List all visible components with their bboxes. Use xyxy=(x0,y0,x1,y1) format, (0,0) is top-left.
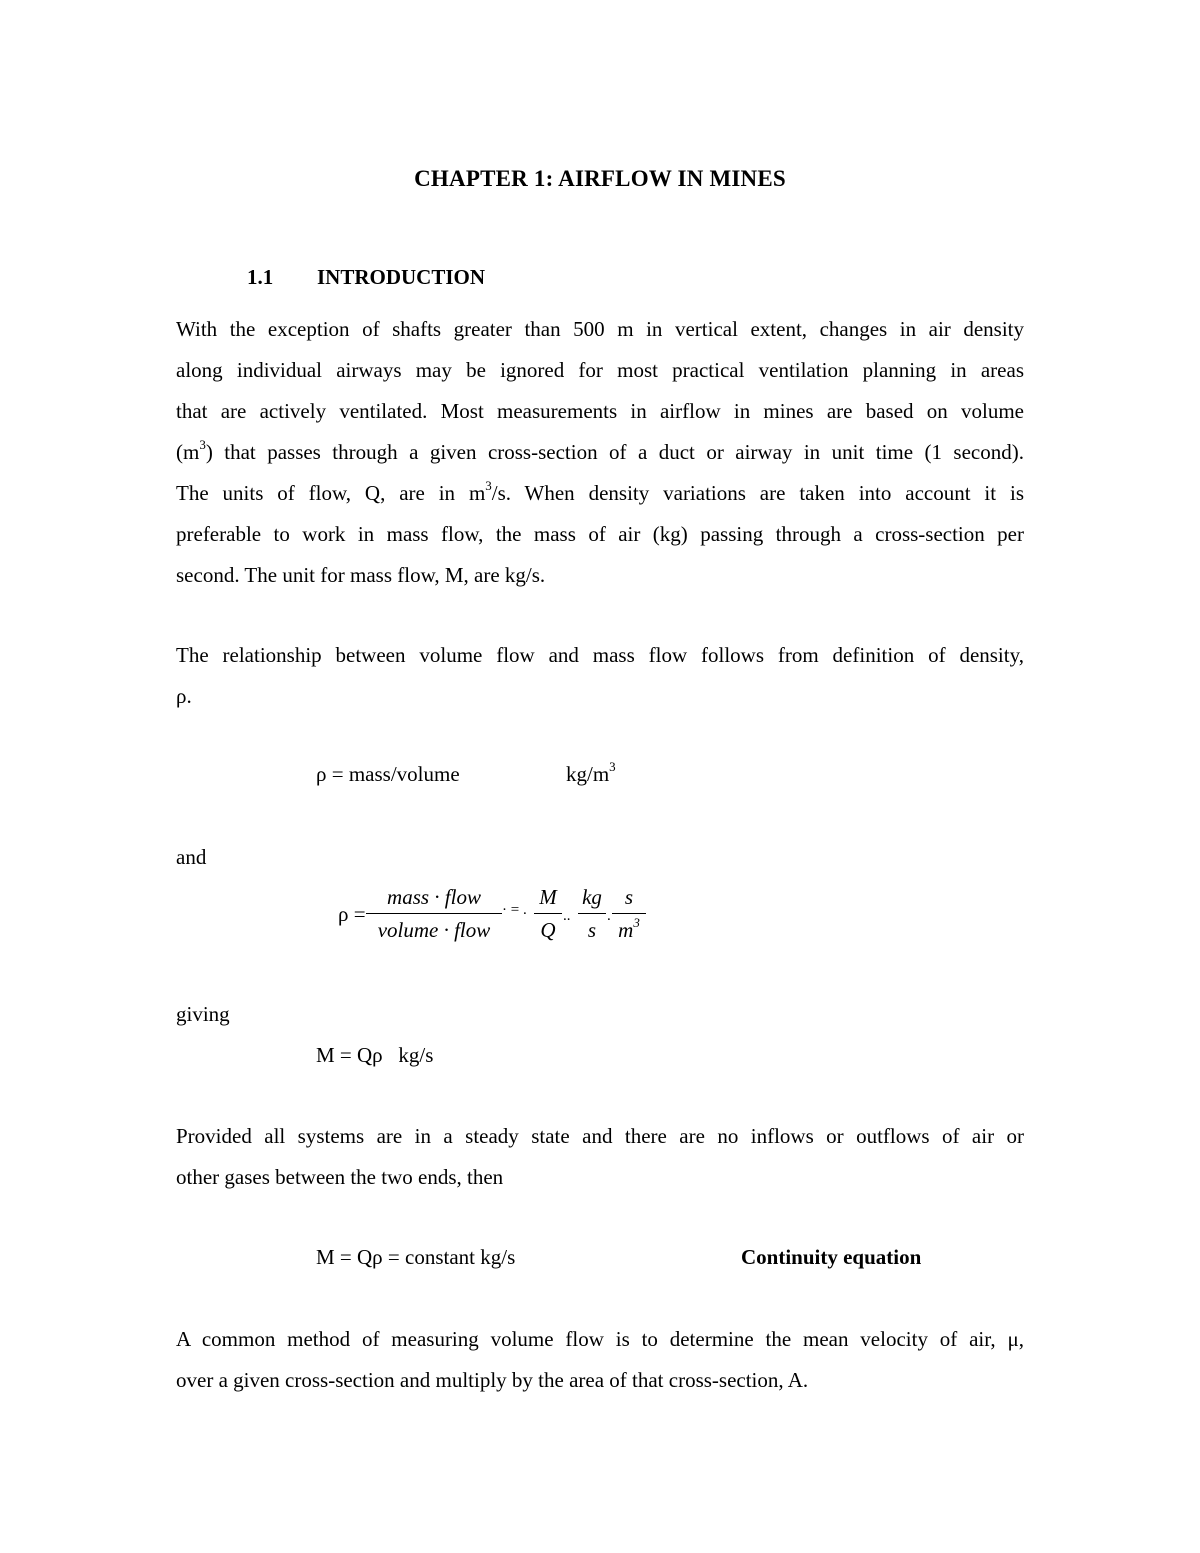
equation-operator: · = . xyxy=(502,902,527,918)
fraction-numerator: kg xyxy=(582,885,602,909)
text-line: over a given cross-section and multiply by the area of that cross-section, A. xyxy=(176,1368,809,1392)
fraction-numerator: s xyxy=(624,885,634,909)
text-line: along individual airways may be ignored for most practical ventilation planning in areas xyxy=(176,358,1024,382)
text-fragment: The units of flow, Q, are in m xyxy=(176,481,486,505)
text-fragment: ) that passes through a given cross-section of a duct or airway in unit time (1 second). xyxy=(205,440,1024,464)
paragraph-steady-state xyxy=(176,1116,1024,1198)
section-number: 1.1 xyxy=(247,265,274,289)
equation-rho-lhs: ρ = xyxy=(338,902,366,926)
fraction-numerator: M xyxy=(539,885,557,909)
equation-operator: .. xyxy=(563,908,571,924)
paragraph-relationship xyxy=(176,635,1024,717)
superscript: 3 xyxy=(485,478,492,493)
superscript: 3 xyxy=(609,759,616,774)
text-line xyxy=(176,432,1024,473)
text-line: ρ. xyxy=(176,684,192,708)
text-line: The relationship between volume flow and mass flow follows from definition of density, xyxy=(176,643,1024,667)
text-fragment: (m xyxy=(176,440,200,464)
equation-continuity: M = Qρ = constant kg/s xyxy=(316,1245,516,1269)
fraction-bar xyxy=(534,913,562,914)
text-line: A common method of measuring volume flow is to determine the mean velocity of air, μ, xyxy=(176,1327,1024,1351)
equation-mass-flow: M = Qρ kg/s xyxy=(316,1043,434,1067)
fraction-bar xyxy=(612,913,646,914)
fraction-denominator: s xyxy=(587,918,597,942)
fraction-denominator: Q xyxy=(540,918,556,942)
text-line xyxy=(176,473,1024,514)
label-giving: giving xyxy=(176,1002,230,1026)
text-line: preferable to work in mass flow, the mass of air (kg) passing through a cross-section per xyxy=(176,522,1024,546)
equation-label-continuity: Continuity equation xyxy=(741,1245,922,1269)
chapter-title: CHAPTER 1: AIRFLOW IN MINES xyxy=(414,166,786,191)
equation-density-unit xyxy=(566,759,616,787)
paragraph-volume-measurement xyxy=(176,1319,1024,1401)
text-line: other gases between the two ends, then xyxy=(176,1165,504,1189)
text-fragment: /s. When density variations are taken into account it is xyxy=(491,481,1024,505)
fraction-denominator xyxy=(612,915,646,943)
fraction-numerator: mass · flow xyxy=(387,885,481,909)
text-line: Provided all systems are in a steady state and there are no inflows or outflows of air or xyxy=(176,1124,1024,1148)
superscript: 3 xyxy=(199,437,206,452)
text-line: second. The unit for mass flow, M, are kg/s. xyxy=(176,563,546,587)
fraction-bar xyxy=(578,913,606,914)
unit-text: kg/m xyxy=(566,762,610,786)
superscript: 3 xyxy=(633,915,640,930)
fraction-denominator: volume · flow xyxy=(377,918,491,942)
text-line: that are actively ventilated. Most measurements in airflow in mines are based on volume xyxy=(176,399,1024,423)
label-and: and xyxy=(176,845,207,869)
denominator-text: m xyxy=(618,918,634,942)
equation-operator: . xyxy=(607,908,611,924)
paragraph-intro xyxy=(176,309,1024,596)
text-line: With the exception of shafts greater than 500 m in vertical extent, changes in air density xyxy=(176,317,1024,341)
equation-density-definition: ρ = mass/volume xyxy=(316,762,460,786)
fraction-bar xyxy=(366,913,502,914)
section-title: INTRODUCTION xyxy=(317,265,486,289)
